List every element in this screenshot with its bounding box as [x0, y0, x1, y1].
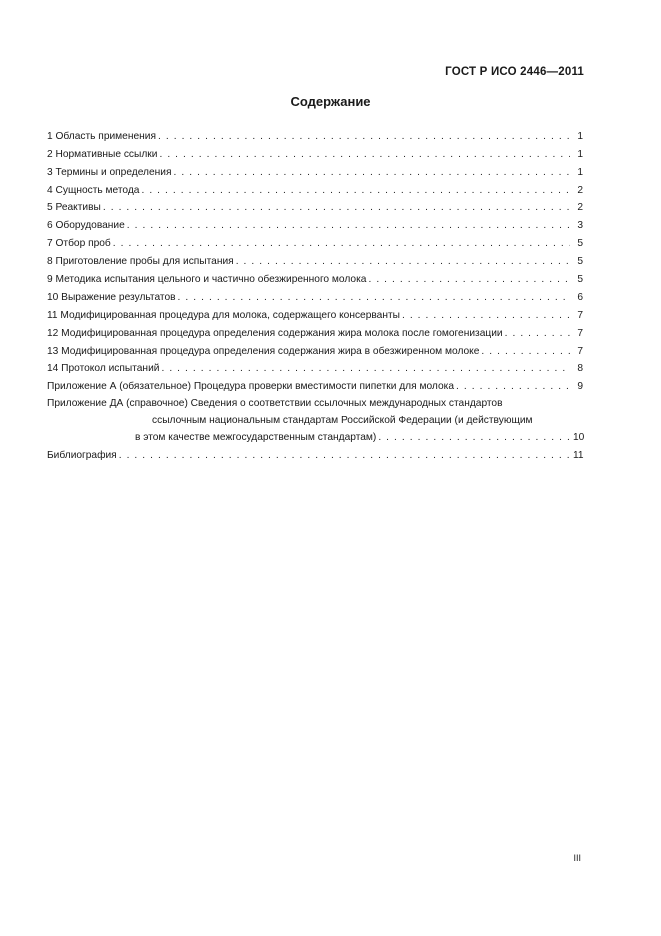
toc-entry-page: 2 — [577, 202, 583, 214]
page-number: III — [573, 853, 581, 863]
toc-entry-label: 11 Модифицированная процедура для молока, содержащего консерванты — [47, 309, 400, 321]
toc-entry[interactable] — [47, 358, 583, 376]
toc-entry[interactable] — [47, 214, 583, 232]
toc-leader-dots — [113, 238, 570, 250]
toc-entry-page: 1 — [577, 166, 583, 178]
toc-entry-label: 5 Реактивы — [47, 202, 101, 214]
toc-entry-label: 12 Модифицированная процедура определения содержания жира молока после гомогенизации — [47, 327, 503, 339]
toc-entry[interactable] — [47, 268, 583, 286]
toc-entry-label: в этом качестве межгосударственным стандартам) — [47, 432, 378, 444]
toc-leader-dots — [456, 381, 570, 393]
toc-leader-dots — [378, 432, 570, 444]
toc-entry-label: Библиография — [47, 450, 117, 462]
toc-entry[interactable] — [47, 375, 583, 393]
toc-entry-label: 8 Приготовление пробы для испытания — [47, 256, 234, 268]
toc-entry-label: 14 Протокол испытаний — [47, 363, 160, 375]
toc-entry-page: 1 — [577, 130, 583, 142]
toc-entry-line: ссылочным национальным стандартам Российской Федерации (и действующим — [152, 415, 533, 427]
toc-leader-dots — [505, 328, 570, 340]
toc-entry[interactable] — [47, 250, 583, 268]
toc-entry-page: 9 — [577, 381, 583, 393]
toc-entry-line-last — [47, 427, 583, 444]
toc-leader-dots — [161, 363, 570, 375]
toc-entry[interactable] — [47, 197, 583, 215]
toc-entry[interactable] — [47, 143, 583, 161]
toc-leader-dots — [402, 310, 570, 322]
toc-leader-dots — [173, 167, 570, 179]
toc-entry-annex-da[interactable] — [47, 393, 583, 444]
toc-entry[interactable] — [47, 161, 583, 179]
toc-entry-page: 3 — [577, 220, 583, 232]
toc-entry-label: 13 Модифицированная процедура определения содержания жира в обезжиренном молоке — [47, 345, 480, 357]
toc-entry-page: 5 — [577, 256, 583, 268]
toc-entry-page: 5 — [577, 274, 583, 286]
toc-leader-dots — [141, 185, 570, 197]
toc-entry-label: 10 Выражение результатов — [47, 291, 176, 303]
toc-entry-label: 6 Оборудование — [47, 220, 125, 232]
toc-leader-dots — [178, 292, 570, 304]
toc-entry[interactable] — [47, 340, 583, 358]
toc-entry[interactable] — [47, 322, 583, 340]
toc-entry-line: Приложение ДА (справочное) Сведения о соответствии ссылочных международных стандартов — [47, 398, 503, 410]
toc-entry-page: 7 — [577, 309, 583, 321]
toc-entry-page: 1 — [577, 148, 583, 160]
toc-entry-page: 7 — [577, 327, 583, 339]
toc-leader-dots — [127, 220, 570, 232]
toc-entry-label: 3 Термины и определения — [47, 166, 172, 178]
toc-leader-dots — [103, 202, 570, 214]
toc-title: Содержание — [290, 94, 371, 109]
toc-leader-dots — [159, 149, 570, 161]
toc-entry-page: 11 — [573, 450, 584, 462]
toc-leader-dots — [158, 131, 570, 143]
toc-leader-dots — [368, 274, 570, 286]
toc-leader-dots — [236, 256, 570, 268]
toc-entry-label: 9 Методика испытания цельного и частично обезжиренного молока — [47, 274, 367, 286]
toc-entry[interactable] — [47, 286, 583, 304]
toc-entries — [47, 125, 583, 393]
toc-entry-label: Приложение А (обязательное) Процедура проверки вместимости пипетки для молока — [47, 381, 454, 393]
toc-entry-page: 10 — [573, 432, 585, 444]
toc-entry-page: 5 — [577, 238, 583, 250]
toc-entry-page: 7 — [577, 345, 583, 357]
table-of-contents — [47, 125, 583, 462]
toc-entry-page: 6 — [577, 291, 583, 303]
toc-entry-label: 2 Нормативные ссылки — [47, 148, 158, 160]
toc-entry-bibliography[interactable] — [47, 444, 583, 462]
toc-entry[interactable] — [47, 304, 583, 322]
toc-entry[interactable] — [47, 179, 583, 197]
toc-entry-label: 7 Отбор проб — [47, 238, 111, 250]
toc-entry-label: 1 Область применения — [47, 130, 156, 142]
toc-leader-dots — [481, 346, 570, 358]
toc-entry-page: 2 — [577, 184, 583, 196]
toc-leader-dots — [119, 450, 570, 462]
toc-entry[interactable] — [47, 125, 583, 143]
document-code: ГОСТ Р ИСО 2446—2011 — [445, 66, 584, 78]
toc-entry-label: 4 Сущность метода — [47, 184, 140, 196]
toc-entry-page: 8 — [577, 363, 583, 375]
toc-entry[interactable] — [47, 232, 583, 250]
